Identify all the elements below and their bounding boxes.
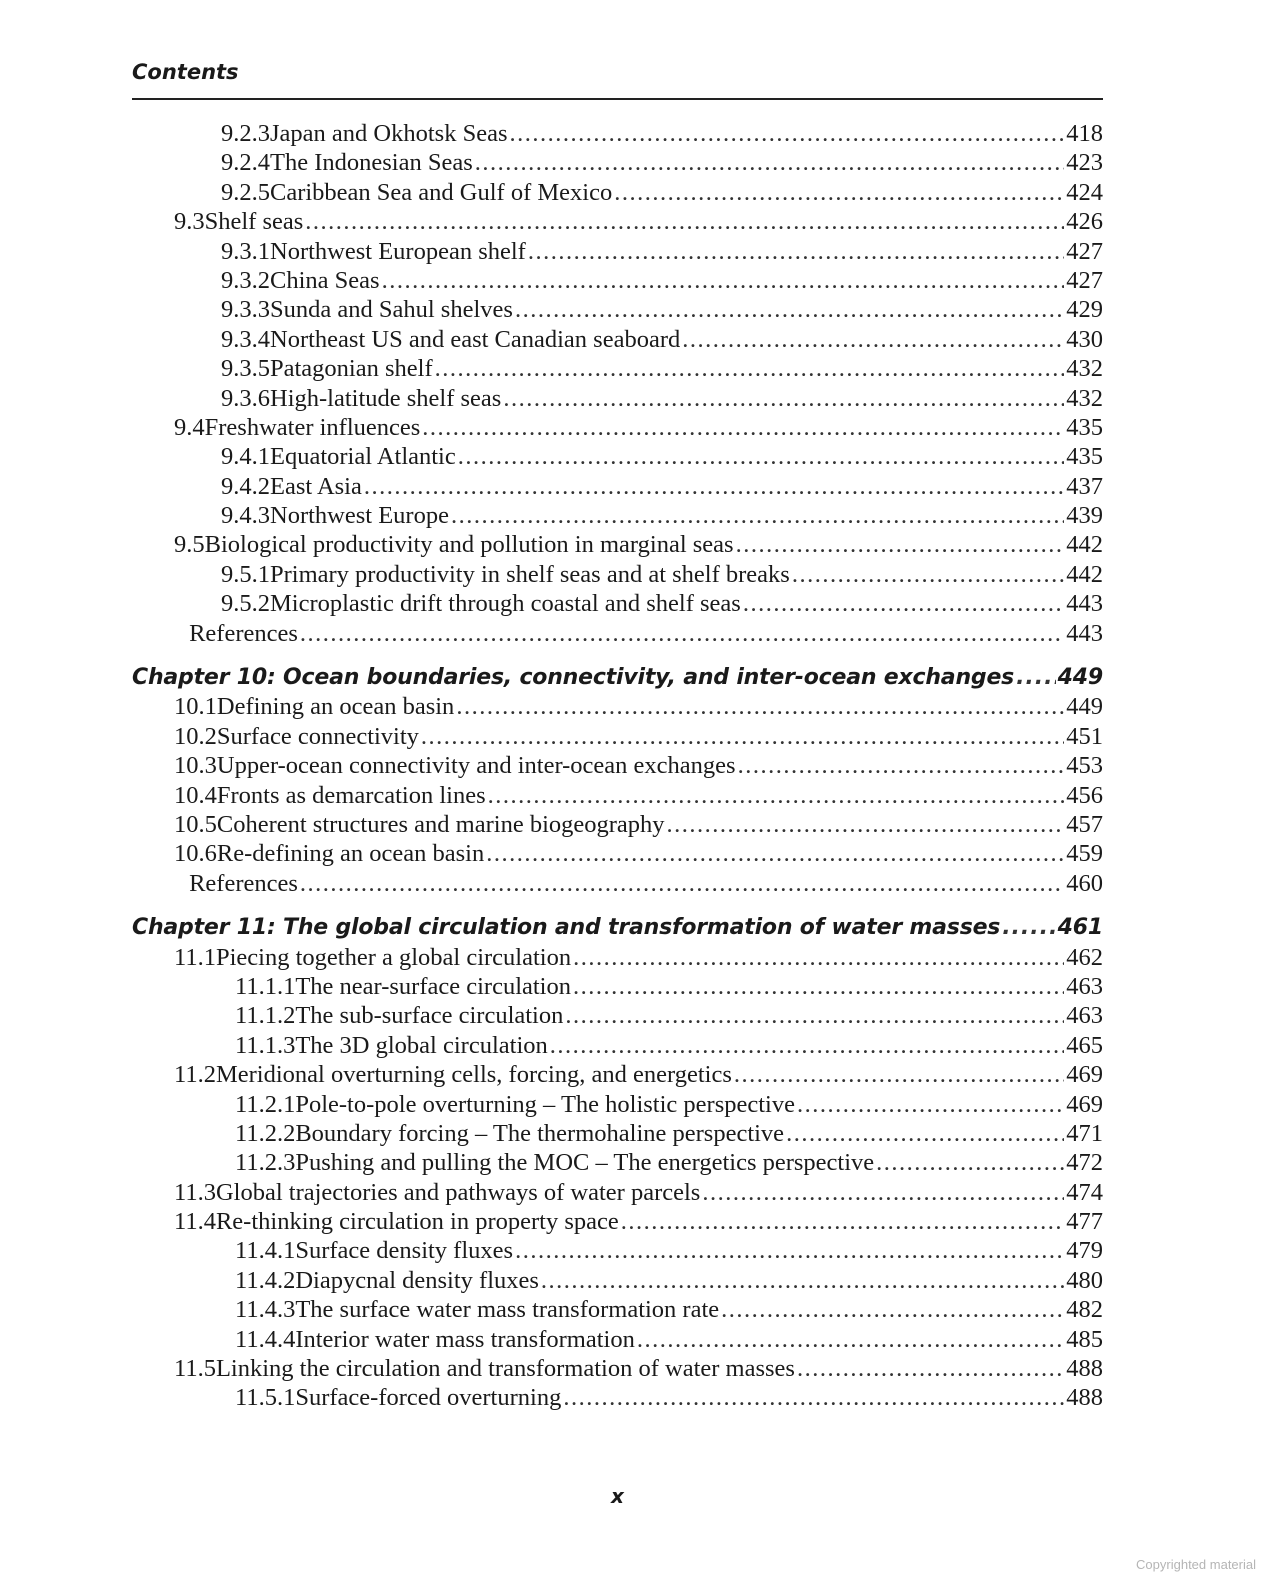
toc-entry-number: 9.2.5 bbox=[221, 178, 270, 206]
dot-leader bbox=[797, 1090, 1064, 1119]
toc-entry-number: 11.2.2 bbox=[235, 1119, 296, 1147]
toc-entry-title: Chapter 10: Ocean boundaries, connectivity, and inter-ocean exchanges bbox=[132, 665, 1015, 691]
dot-leader bbox=[721, 1295, 1064, 1324]
dot-leader bbox=[435, 354, 1065, 383]
page-number: x bbox=[611, 1484, 624, 1508]
dot-leader bbox=[421, 722, 1064, 751]
toc-entry-number: 10.5 bbox=[174, 810, 217, 838]
copyright-watermark: Copyrighted material bbox=[1136, 1557, 1256, 1572]
toc-entry-page: 432 bbox=[1066, 384, 1103, 412]
toc-entry-title: Coherent structures and marine biogeography bbox=[216, 810, 665, 838]
toc-entry-number: 9.3.3 bbox=[221, 296, 270, 324]
toc-entry-number: 10.2 bbox=[174, 722, 217, 750]
toc-entry[interactable] bbox=[132, 148, 1103, 177]
dot-leader bbox=[475, 148, 1065, 177]
toc-entry[interactable] bbox=[132, 1060, 1103, 1089]
toc-entry-title: Japan and Okhotsk Seas bbox=[270, 120, 508, 147]
toc-entry-title: Meridional overturning cells, forcing, and energetics bbox=[215, 1061, 732, 1089]
toc-entry-number: 9.4 bbox=[174, 413, 205, 441]
running-header: Contents bbox=[132, 60, 239, 84]
toc-entry[interactable] bbox=[132, 325, 1103, 354]
toc-entry-number: 9.4.2 bbox=[221, 472, 270, 500]
toc-entry[interactable] bbox=[132, 207, 1103, 236]
toc-entry-page: 427 bbox=[1066, 266, 1103, 294]
toc-entry-number: 11.2 bbox=[174, 1061, 216, 1089]
toc-entry-page: 439 bbox=[1066, 502, 1103, 530]
dot-leader bbox=[528, 237, 1064, 266]
toc-entry[interactable] bbox=[132, 384, 1103, 413]
toc-entry[interactable] bbox=[132, 1207, 1103, 1236]
toc-entry-page: 477 bbox=[1066, 1208, 1103, 1236]
toc-entry[interactable] bbox=[132, 692, 1103, 721]
toc-entry-number: 9.4.1 bbox=[221, 443, 270, 471]
dot-leader bbox=[300, 619, 1064, 648]
toc-entry-number: 9.5 bbox=[174, 531, 205, 559]
toc-entry-page: 435 bbox=[1066, 413, 1103, 441]
toc-entry-page: 443 bbox=[1066, 590, 1103, 618]
toc-entry[interactable] bbox=[132, 751, 1103, 780]
toc-entry[interactable] bbox=[132, 1266, 1103, 1295]
dot-leader bbox=[614, 178, 1064, 207]
toc-entry[interactable] bbox=[132, 972, 1103, 1001]
toc-entry-page: 457 bbox=[1066, 810, 1103, 838]
toc-entry-number: 9.3.5 bbox=[221, 355, 270, 383]
toc-entry-number: 11.1 bbox=[174, 943, 216, 971]
dot-leader bbox=[637, 1325, 1064, 1354]
toc-entry-title: Pushing and pulling the MOC – The energetics perspective bbox=[295, 1149, 875, 1177]
dot-leader bbox=[503, 384, 1064, 413]
toc-entry[interactable] bbox=[132, 1001, 1103, 1030]
toc-entry-title: Re-defining an ocean basin bbox=[216, 840, 485, 868]
toc-entry-page: 427 bbox=[1066, 237, 1103, 265]
dot-leader bbox=[1002, 913, 1055, 942]
toc-entry-page: 418 bbox=[1066, 120, 1103, 147]
toc-entry[interactable] bbox=[132, 781, 1103, 810]
toc-entry-title: The surface water mass transformation rate bbox=[295, 1296, 720, 1324]
dot-leader bbox=[743, 589, 1064, 618]
toc-entry-title: Patagonian shelf bbox=[270, 355, 433, 383]
toc-entry-title: Sunda and Sahul shelves bbox=[270, 296, 513, 324]
toc-entry-page: 443 bbox=[1066, 619, 1103, 647]
dot-leader bbox=[364, 472, 1064, 501]
toc-entry-title: Northeast US and east Canadian seaboard bbox=[270, 325, 681, 353]
dot-leader bbox=[300, 869, 1064, 898]
toc-entry[interactable] bbox=[132, 560, 1103, 589]
dot-leader bbox=[515, 1236, 1064, 1265]
toc-entry-number: 11.1.3 bbox=[235, 1031, 296, 1059]
toc-entry-page: 469 bbox=[1066, 1090, 1103, 1118]
toc-entry-page: 488 bbox=[1066, 1384, 1103, 1412]
toc-entry-title: Caribbean Sea and Gulf of Mexico bbox=[270, 178, 613, 206]
toc-entry-title: Global trajectories and pathways of water parcels bbox=[215, 1178, 701, 1206]
toc-entry[interactable] bbox=[132, 810, 1103, 839]
toc-entry-page: 449 bbox=[1066, 693, 1103, 721]
toc-entry-number: 9.2.4 bbox=[221, 149, 270, 177]
dot-leader bbox=[573, 943, 1064, 972]
dot-leader bbox=[736, 530, 1065, 559]
toc-entry-number: 11.2.1 bbox=[235, 1090, 296, 1118]
toc-entry[interactable] bbox=[132, 1236, 1103, 1265]
toc-entry-title: Interior water mass transformation bbox=[295, 1325, 635, 1353]
dot-leader bbox=[509, 119, 1064, 148]
dot-leader bbox=[515, 295, 1064, 324]
dot-leader bbox=[682, 325, 1064, 354]
toc-entry-number: 11.4.4 bbox=[235, 1325, 296, 1353]
toc-entry-title: Northwest European shelf bbox=[270, 237, 526, 265]
toc-entry-page: 488 bbox=[1066, 1355, 1103, 1383]
toc-entry-page: 453 bbox=[1066, 752, 1103, 780]
toc-entry-title: Surface connectivity bbox=[216, 722, 419, 750]
toc-entry[interactable] bbox=[132, 1295, 1103, 1324]
dot-leader bbox=[541, 1266, 1064, 1295]
toc-entry[interactable] bbox=[132, 442, 1103, 471]
toc-entry-page: 442 bbox=[1066, 531, 1103, 559]
toc-entry-title: The Indonesian Seas bbox=[270, 149, 473, 177]
toc-entry-number: 11.4.3 bbox=[235, 1296, 296, 1324]
toc-entry-page: 479 bbox=[1066, 1237, 1103, 1265]
toc-entry-title: Pole-to-pole overturning – The holistic perspective bbox=[295, 1090, 795, 1118]
toc-entry-number: 9.5.1 bbox=[221, 560, 270, 588]
toc-entry-title: The near-surface circulation bbox=[295, 972, 571, 1000]
toc-entry-title: High-latitude shelf seas bbox=[270, 384, 502, 412]
toc-entry-number: 11.3 bbox=[174, 1178, 216, 1206]
table-of-contents bbox=[132, 119, 1103, 1413]
dot-leader bbox=[876, 1148, 1064, 1177]
dot-leader bbox=[702, 1178, 1064, 1207]
toc-entry-number: 9.3.2 bbox=[221, 266, 270, 294]
dot-leader bbox=[734, 1060, 1064, 1089]
toc-entry-title: Microplastic drift through coastal and shelf seas bbox=[270, 590, 741, 618]
toc-entry-page: 480 bbox=[1066, 1266, 1103, 1294]
toc-entry-page: 463 bbox=[1066, 972, 1103, 1000]
toc-entry[interactable] bbox=[132, 1354, 1103, 1383]
dot-leader bbox=[1016, 663, 1056, 692]
toc-entry[interactable] bbox=[132, 413, 1103, 442]
toc-entry-page: 461 bbox=[1057, 915, 1103, 941]
toc-entry-title: Surface density fluxes bbox=[295, 1237, 514, 1265]
toc-entry-title: East Asia bbox=[270, 472, 362, 500]
dot-leader bbox=[382, 266, 1065, 295]
toc-entry[interactable] bbox=[132, 266, 1103, 295]
dot-leader bbox=[488, 781, 1065, 810]
toc-chapter-entry[interactable] bbox=[132, 913, 1103, 942]
toc-entry-page: 423 bbox=[1066, 149, 1103, 177]
dot-leader bbox=[451, 501, 1064, 530]
toc-entry-number: 11.5.1 bbox=[235, 1384, 296, 1412]
toc-entry-page: 432 bbox=[1066, 355, 1103, 383]
toc-entry-page: 465 bbox=[1066, 1031, 1103, 1059]
dot-leader bbox=[486, 839, 1064, 868]
toc-entry[interactable] bbox=[132, 869, 1103, 898]
toc-entry[interactable] bbox=[132, 1119, 1103, 1148]
toc-entry-page: 459 bbox=[1066, 840, 1103, 868]
toc-entry-page: 469 bbox=[1066, 1061, 1103, 1089]
toc-entry[interactable] bbox=[132, 839, 1103, 868]
toc-entry-title: Linking the circulation and transformation of water masses bbox=[215, 1355, 795, 1383]
toc-entry[interactable] bbox=[132, 472, 1103, 501]
toc-entry-page: 430 bbox=[1066, 325, 1103, 353]
toc-entry-number: 10.4 bbox=[174, 781, 217, 809]
dot-leader bbox=[563, 1383, 1064, 1412]
toc-entry-number: 11.4 bbox=[174, 1208, 216, 1236]
toc-entry[interactable] bbox=[132, 295, 1103, 324]
dot-leader bbox=[573, 972, 1064, 1001]
dot-leader bbox=[550, 1031, 1065, 1060]
toc-entry[interactable] bbox=[132, 354, 1103, 383]
toc-entry-title: Biological productivity and pollution in marginal seas bbox=[204, 531, 734, 559]
toc-entry-title: Defining an ocean basin bbox=[216, 693, 455, 721]
header-rule bbox=[132, 98, 1103, 100]
toc-entry-number: 11.4.1 bbox=[235, 1237, 296, 1265]
toc-entry-title: The sub-surface circulation bbox=[295, 1002, 564, 1030]
dot-leader bbox=[458, 442, 1065, 471]
toc-entry-number: 9.3.6 bbox=[221, 384, 270, 412]
toc-entry[interactable] bbox=[132, 1325, 1103, 1354]
toc-entry-number: 10.6 bbox=[174, 840, 217, 868]
dot-leader bbox=[565, 1001, 1064, 1030]
toc-entry[interactable] bbox=[132, 943, 1103, 972]
toc-entry-page: 435 bbox=[1066, 443, 1103, 471]
toc-entry-number: 11.1.1 bbox=[235, 972, 296, 1000]
toc-entry-page: 424 bbox=[1066, 178, 1103, 206]
toc-chapter-entry[interactable] bbox=[132, 663, 1103, 692]
toc-entry-title: Diapycnal density fluxes bbox=[295, 1266, 539, 1294]
toc-entry-title: Surface-forced overturning bbox=[295, 1384, 562, 1412]
toc-entry-page: 451 bbox=[1066, 722, 1103, 750]
dot-leader bbox=[792, 560, 1064, 589]
toc-entry-number: 9.3.1 bbox=[221, 237, 270, 265]
toc-entry-number: 9.3 bbox=[174, 208, 205, 236]
toc-entry-title: References bbox=[189, 619, 298, 647]
toc-entry[interactable] bbox=[132, 501, 1103, 530]
toc-entry-page: 472 bbox=[1066, 1149, 1103, 1177]
dot-leader bbox=[797, 1354, 1064, 1383]
toc-entry-number: 11.1.2 bbox=[235, 1002, 296, 1030]
toc-entry-number: 11.2.3 bbox=[235, 1149, 296, 1177]
dot-leader bbox=[305, 207, 1064, 236]
toc-entry-page: 462 bbox=[1066, 943, 1103, 971]
toc-entry-page: 426 bbox=[1066, 208, 1103, 236]
toc-entry-page: 463 bbox=[1066, 1002, 1103, 1030]
toc-entry-number: 9.5.2 bbox=[221, 590, 270, 618]
toc-entry[interactable] bbox=[132, 619, 1103, 648]
toc-entry-number: 9.4.3 bbox=[221, 502, 270, 530]
toc-entry-title: Chapter 11: The global circulation and transformation of water masses bbox=[132, 915, 1001, 941]
toc-entry-number: 9.3.4 bbox=[221, 325, 270, 353]
toc-entry[interactable] bbox=[132, 1090, 1103, 1119]
toc-entry-title: Northwest Europe bbox=[270, 502, 449, 530]
toc-entry-number: 11.4.2 bbox=[235, 1266, 296, 1294]
toc-entry-page: 449 bbox=[1057, 665, 1103, 691]
toc-entry[interactable] bbox=[132, 589, 1103, 618]
dot-leader bbox=[422, 413, 1064, 442]
toc-entry-page: 471 bbox=[1066, 1119, 1103, 1147]
toc-entry-title: Piecing together a global circulation bbox=[215, 943, 572, 971]
toc-entry-page: 460 bbox=[1066, 869, 1103, 897]
toc-entry-number: 11.5 bbox=[174, 1355, 216, 1383]
toc-entry[interactable] bbox=[132, 1383, 1103, 1412]
toc-entry[interactable] bbox=[132, 530, 1103, 559]
toc-entry[interactable] bbox=[132, 1178, 1103, 1207]
toc-entry-page: 437 bbox=[1066, 472, 1103, 500]
dot-leader bbox=[667, 810, 1065, 839]
toc-entry-title: Boundary forcing – The thermohaline perspective bbox=[295, 1119, 785, 1147]
toc-entry-page: 456 bbox=[1066, 781, 1103, 809]
toc-entry-title: Freshwater influences bbox=[204, 413, 421, 441]
toc-entry-title: Re-thinking circulation in property space bbox=[215, 1208, 619, 1236]
toc-entry-title: Upper-ocean connectivity and inter-ocean exchanges bbox=[216, 752, 736, 780]
dot-leader bbox=[456, 692, 1064, 721]
toc-entry[interactable] bbox=[132, 1031, 1103, 1060]
toc-entry-number: 10.1 bbox=[174, 693, 217, 721]
toc-entry[interactable] bbox=[132, 237, 1103, 266]
toc-entry-page: 482 bbox=[1066, 1296, 1103, 1324]
dot-leader bbox=[621, 1207, 1065, 1236]
toc-entry-title: The 3D global circulation bbox=[295, 1031, 548, 1059]
dot-leader bbox=[738, 751, 1065, 780]
toc-entry-number: 10.3 bbox=[174, 752, 217, 780]
toc-entry-page: 474 bbox=[1066, 1178, 1103, 1206]
toc-entry[interactable] bbox=[132, 178, 1103, 207]
toc-entry-title: Equatorial Atlantic bbox=[270, 443, 456, 471]
toc-entry-page: 429 bbox=[1066, 296, 1103, 324]
toc-entry-title: References bbox=[189, 869, 298, 897]
toc-entry-title: Shelf seas bbox=[204, 208, 304, 236]
dot-leader bbox=[786, 1119, 1064, 1148]
toc-entry[interactable] bbox=[132, 1148, 1103, 1177]
toc-entry-title: China Seas bbox=[270, 266, 380, 294]
toc-entry-page: 485 bbox=[1066, 1325, 1103, 1353]
toc-entry-title: Fronts as demarcation lines bbox=[216, 781, 486, 809]
toc-entry-title: Primary productivity in shelf seas and at shelf breaks bbox=[270, 560, 790, 588]
toc-entry[interactable] bbox=[132, 722, 1103, 751]
toc-entry[interactable] bbox=[132, 119, 1103, 148]
toc-entry-page: 442 bbox=[1066, 560, 1103, 588]
toc-entry-number: 9.2.3 bbox=[221, 120, 270, 147]
